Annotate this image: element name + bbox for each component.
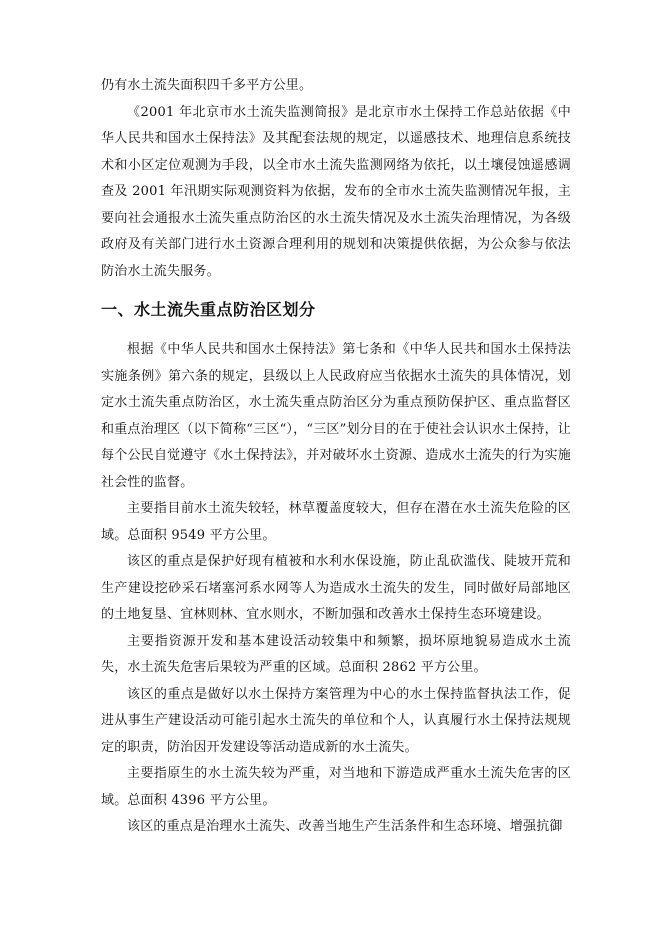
section-paragraph-supervision-area: 主要指资源开发和基本建设活动较集中和频繁，损坏原地貌易造成水土流失，水土流失危害后果较为严重的区域。总面积 2862 平方公里。 <box>101 633 571 675</box>
section-paragraph-legal-basis: 根据《中华人民共和国水土保持法》第七条和《中华人民共和国水土保持法实施条例》第六条的规定，县级以上人民政府应当依据水土流失的具体情况，划定水土流失重点防治区，水土流失重点防治区分为重点预防保护区、重点监督区和重点治理区（以下简称“三区“），“三区”划分目的在于使社会认识水土保持，让每个公民自觉遵守《水土保持法》，并对破坏水土资源、造成水土流失的行为实施社会性的监督。 <box>101 342 571 490</box>
section-paragraph-prevention-focus: 该区的重点是保护好现有植被和水利水保设施，防止乱砍滥伐、陡坡开荒和生产建设挖砂采石堵塞河系水网等人为造成水土流失的发生，同时做好局部地区的土地复垦、宜林则林、宜水则水，不断加强和改善水土保持生态环境建设。 <box>101 554 571 622</box>
section-paragraph-supervision-focus: 该区的重点是做好以水土保持方案管理为中心的水土保持监督执法工作，促进从事生产建设活动可能引起水土流失的单位和个人，认真履行水土保持法规规定的职责，防治因开发建设等活动造成新的水土流失。 <box>101 686 571 755</box>
intro-paragraph-bulletin: 《2001 年北京市水土流失监测简报》是北京市水土保持工作总站依据《中华人民共和国水土保持法》及其配套法规的规定，以遥感技术、地理信息系统技术和小区定位观测为手段，以全市水土流失监测网络为依托，以土壤侵蚀遥感调查及 2001 年汛期实际观测资料为依据，发布的全市水土流失监测情况年报，主要向社会通报水土流失重点防治区的水土流失情况及水土流失治理情况，为各级政府及有关部门进行水土资源合理利用的规划和决策提供依据，为公众参与依法防治水土流失服务。 <box>101 104 571 279</box>
section-paragraph-prevention-area: 主要指目前水土流失较轻，林草覆盖度较大，但存在潜在水土流失危险的区域。总面积 9549 平方公里。 <box>101 501 571 543</box>
intro-paragraph-continuation: 仍有水土流失面积四千多平方公里。 <box>101 78 313 93</box>
document-body <box>101 73 571 841</box>
section-heading: 一、水土流失重点防治区划分 <box>101 300 316 319</box>
section-paragraph-treatment-area: 主要指原生的水土流失较为严重，对当地和下游造成严重水土流失危害的区域。总面积 4396 平方公里。 <box>101 766 571 808</box>
section-paragraph-treatment-focus: 该区的重点是治理水土流失、改善当地生产生活条件和生态环境、增强抗御 <box>127 819 563 834</box>
